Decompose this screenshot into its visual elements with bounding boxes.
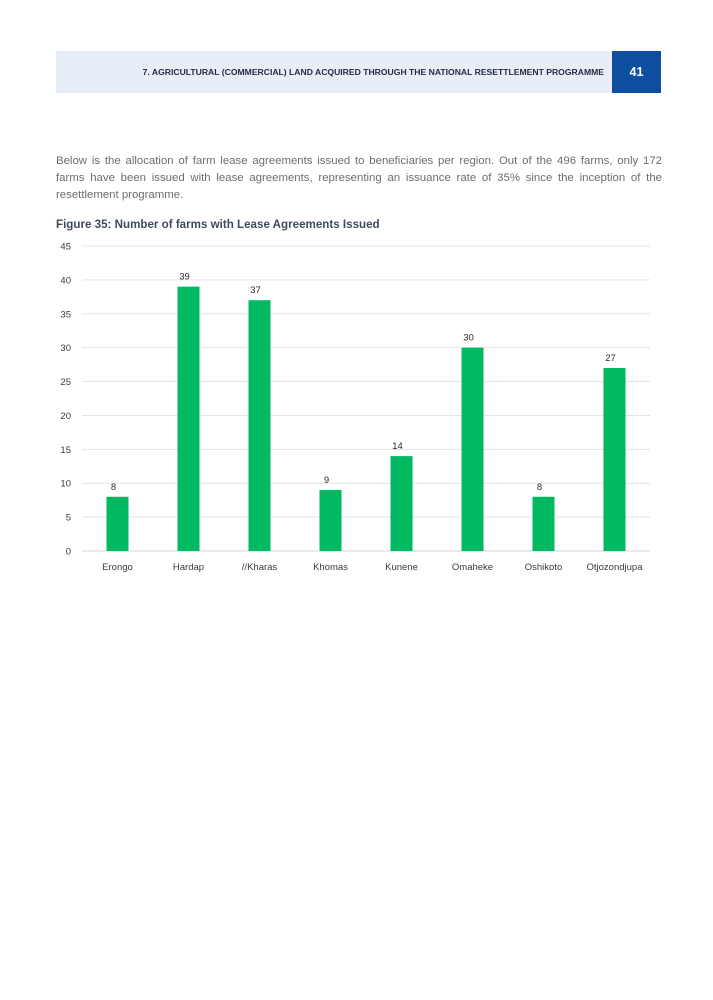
bar	[462, 348, 484, 551]
y-tick-label: 35	[60, 309, 71, 321]
header-title: 7. AGRICULTURAL (COMMERCIAL) LAND ACQUIRED THROUGH THE NATIONAL RESETTLEMENT PROGRAMME	[142, 67, 604, 77]
data-label: 27	[605, 353, 616, 364]
y-tick-label: 5	[65, 512, 71, 524]
x-tick-label: //Kharas	[241, 562, 278, 573]
x-tick-label: Otjozondjupa	[586, 562, 643, 573]
x-tick-label: Kunene	[385, 562, 418, 573]
y-axis-ticks	[60, 242, 71, 558]
y-tick-label: 25	[60, 377, 71, 389]
y-tick-label: 10	[60, 478, 71, 490]
gridlines	[82, 246, 650, 551]
x-tick-label: Oshikoto	[524, 562, 563, 573]
data-label: 8	[536, 481, 543, 493]
header-band	[56, 51, 612, 93]
x-tick-label: Khomas	[313, 562, 348, 573]
data-label: 9	[323, 475, 330, 486]
y-tick-label: 30	[60, 343, 71, 355]
page-number-box	[612, 51, 661, 93]
x-axis-ticks	[102, 562, 643, 573]
y-tick-label: 40	[60, 275, 71, 287]
x-tick-label: Omaheke	[451, 562, 494, 573]
data-label: 37	[250, 285, 261, 297]
bars	[107, 287, 626, 551]
y-tick-label: 45	[60, 241, 71, 253]
bar	[391, 456, 413, 551]
bar	[249, 300, 271, 551]
x-tick-label: Hardap	[172, 562, 205, 573]
data-label: 39	[179, 271, 190, 283]
bar-chart	[0, 230, 713, 590]
x-tick-label: Erongo	[102, 562, 133, 573]
y-tick-label: 20	[60, 410, 71, 422]
figure-title: Figure 35: Number of farms with Lease Agreements Issued	[56, 218, 380, 231]
data-label: 8	[110, 481, 117, 493]
bar	[107, 497, 129, 551]
data-label: 30	[463, 332, 474, 344]
bar	[320, 490, 342, 551]
y-tick-label: 0	[65, 546, 71, 558]
bar	[533, 497, 555, 551]
intro-paragraph: Below is the allocation of farm lease agreements issued to beneficiaries per region. Out of the 496 farms, only 172 farms have been issued with lease agreements, representing an issuance rate of 35% since the inception of the resettlement programme.	[56, 155, 662, 201]
bar	[178, 287, 200, 551]
data-label: 14	[392, 441, 403, 453]
page-number: 41	[629, 65, 644, 79]
bar	[604, 368, 626, 551]
y-tick-label: 15	[60, 444, 71, 456]
